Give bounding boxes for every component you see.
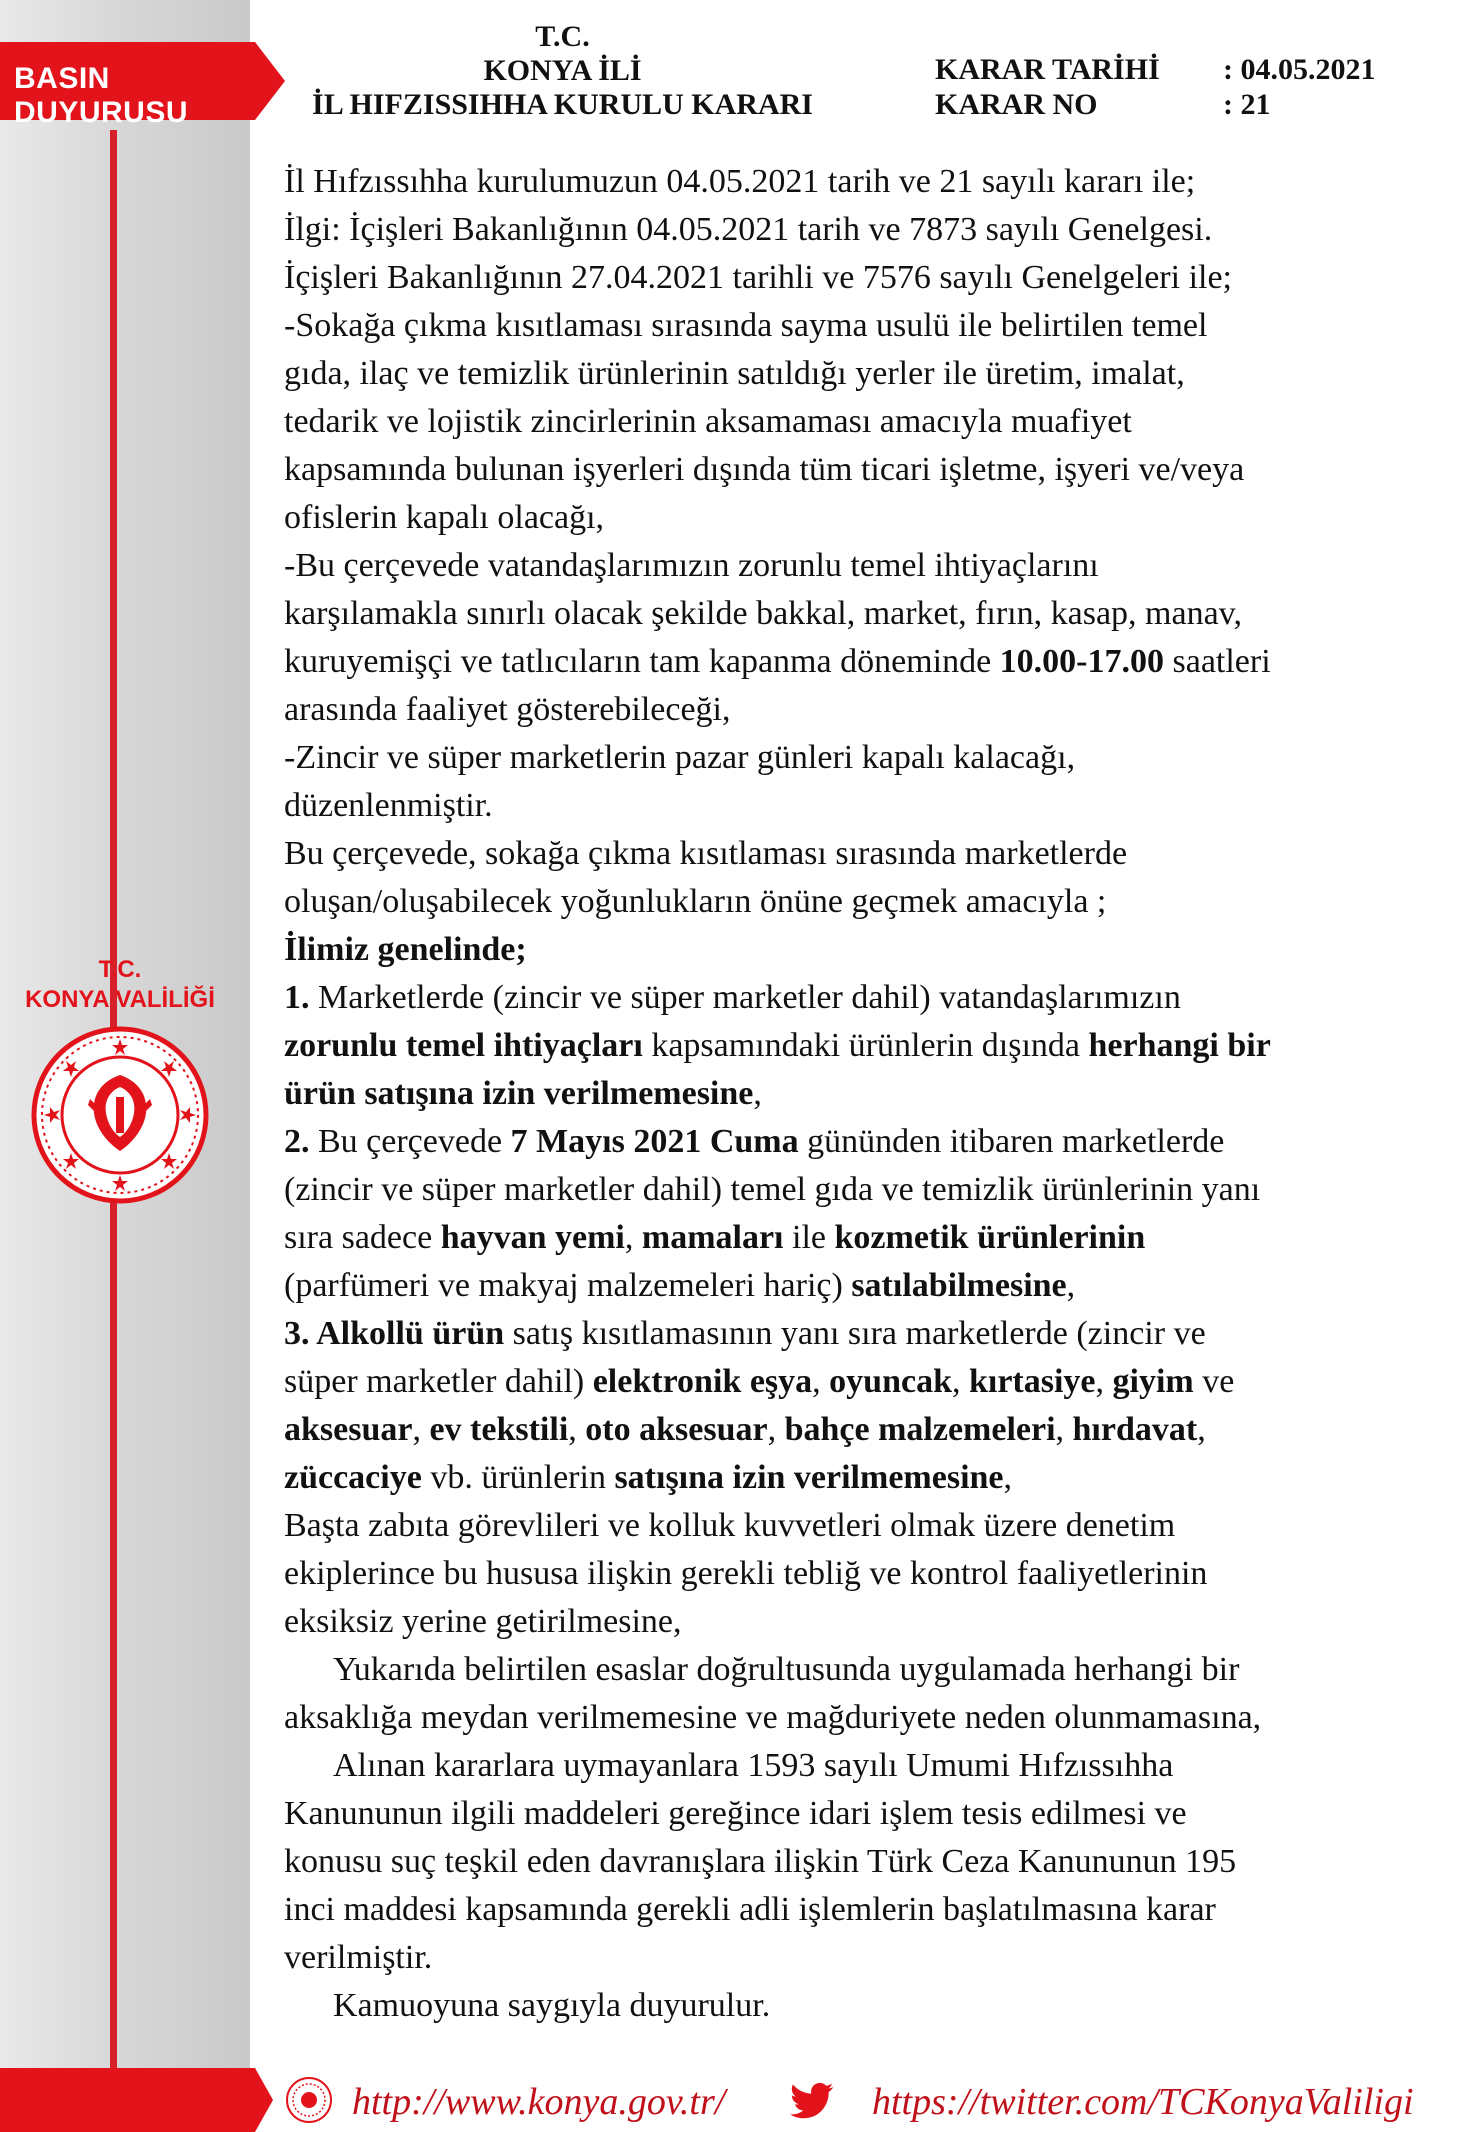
press-release-banner — [0, 42, 285, 129]
text: süper marketler dahil) — [284, 1363, 593, 1400]
emphasis: 3. Alkollü ürün — [284, 1315, 505, 1352]
body-line: Kamuoyuna saygıyla duyurulur. — [333, 1987, 771, 2024]
governorship-line-1: T.C. — [98, 956, 142, 983]
website-link[interactable]: http://www.konya.gov.tr/ — [352, 2081, 726, 2123]
text: gününden itibaren marketlerde — [798, 1123, 1225, 1160]
header-line-3: İL HIFZISSIHHA KURULU KARARI — [312, 88, 813, 121]
text: sıra sadece — [284, 1219, 441, 1256]
decision-date-value: : 04.05.2021 — [1223, 53, 1376, 86]
body-line: oluşan/oluşabilecek yoğunlukların önüne geçmek amacıyla ; — [284, 883, 1107, 920]
body-line: Alınan kararlara uymayanlara 1593 sayılı Umumi Hıfzıssıhha — [333, 1747, 1174, 1784]
twitter-link[interactable]: https://twitter.com/TCKonyaValiligi — [872, 2081, 1414, 2123]
emphasis: herhangi bir — [1088, 1027, 1271, 1064]
item-number: 1. — [284, 979, 310, 1016]
decision-date-row — [935, 52, 1376, 87]
body-line: ofislerin kapalı olacağı, — [284, 499, 605, 536]
body-line: Kanununun ilgili maddeleri gereğince idari işlem tesis edilmesi ve — [284, 1795, 1187, 1832]
text: , — [624, 1219, 642, 1256]
body-line: Başta zabıta görevlileri ve kolluk kuvvetleri olmak üzere denetim — [284, 1507, 1176, 1544]
hours-emphasis: 10.00-17.00 — [999, 643, 1164, 680]
body-line — [284, 1022, 1454, 1070]
emphasis: hırdavat — [1072, 1411, 1198, 1448]
text: , — [951, 1363, 969, 1400]
footer-red-arrow — [255, 2068, 273, 2132]
decision-body — [284, 158, 1454, 2030]
emphasis: oto aksesuar — [585, 1411, 768, 1448]
text: , — [812, 1363, 830, 1400]
text: , — [1095, 1363, 1113, 1400]
emphasis: zorunlu temel ihtiyaçları — [284, 1027, 643, 1064]
banner-label: BASIN DUYURUSU — [14, 62, 189, 129]
body-line — [284, 974, 1454, 1022]
emphasis: kırtasiye — [968, 1363, 1096, 1400]
body-line — [284, 1406, 1454, 1454]
decision-meta — [935, 52, 1376, 122]
body-line: İlgi: İçişleri Bakanlığının 04.05.2021 tarih ve 7873 sayılı Genelgesi. — [284, 211, 1213, 248]
text: Marketlerde (zincir ve süper marketler dahil) vatandaşlarımızın — [309, 979, 1181, 1016]
body-line — [284, 1310, 1454, 1358]
body-line — [284, 1454, 1454, 1502]
seal-icon — [285, 2076, 333, 2124]
text: , — [412, 1411, 430, 1448]
body-line: Yukarıda belirtilen esaslar doğrultusunda uygulamada herhangi bir — [333, 1651, 1240, 1688]
emphasis: 7 Mayıs 2021 Cuma — [510, 1123, 799, 1160]
emphasis: züccaciye — [284, 1459, 422, 1496]
body-line: düzenlenmiştir. — [284, 787, 493, 824]
text: , — [753, 1075, 762, 1112]
body-line: -Sokağa çıkma kısıtlaması sırasında sayma usulü ile belirtilen temel — [284, 307, 1208, 344]
governorship-line-2: KONYA VALİLİĞİ — [25, 986, 215, 1013]
decision-no-row — [935, 87, 1376, 122]
body-line: -Zincir ve süper marketlerin pazar günleri kapalı kalacağı, — [284, 739, 1076, 776]
emphasis: kozmetik ürünlerinin — [834, 1219, 1146, 1256]
body-line: kapsamında bulunan işyerleri dışında tüm ticari işletme, işyeri ve/veya — [284, 451, 1245, 488]
body-line: inci maddesi kapsamında gerekli adli işlemlerin başlatılmasına karar — [284, 1891, 1216, 1928]
body-line: konusu suç teşkil eden davranışlara ilişkin Türk Ceza Kanununun 195 — [284, 1843, 1237, 1880]
footer — [0, 2068, 1475, 2132]
text: kapsamındaki ürünlerin dışında — [642, 1027, 1089, 1064]
text: , — [1055, 1411, 1073, 1448]
body-line: (zincir ve süper marketler dahil) temel gıda ve temizlik ürünlerinin yanı — [284, 1171, 1261, 1208]
item-number: 2. — [284, 1123, 310, 1160]
text: , — [1066, 1267, 1076, 1304]
body-line — [284, 1070, 1454, 1118]
text: Bu çerçevede — [309, 1123, 511, 1160]
body-line: arasında faaliyet gösterebileceği, — [284, 691, 731, 728]
text: , — [1003, 1459, 1013, 1496]
text: ve — [1193, 1363, 1235, 1400]
text: (parfümeri ve makyaj malzemeleri hariç) — [284, 1267, 852, 1304]
emphasis: satılabilmesine — [851, 1267, 1067, 1304]
decision-no-label: KARAR NO — [935, 88, 1098, 121]
text: ile — [783, 1219, 835, 1256]
body-line — [284, 1358, 1454, 1406]
header-line-1: T.C. — [535, 20, 590, 53]
body-line: aksaklığa meydan verilmemesine ve mağduriyete neden olunmamasına, — [284, 1699, 1262, 1736]
emphasis: bahçe malzemeleri — [784, 1411, 1056, 1448]
text: , — [1197, 1411, 1206, 1448]
text: , — [568, 1411, 586, 1448]
emphasis: ev tekstili — [429, 1411, 569, 1448]
body-line: İl Hıfzıssıhha kurulumuzun 04.05.2021 tarih ve 21 sayılı kararı ile; — [284, 163, 1196, 200]
body-line: eksiksiz yerine getirilmesine, — [284, 1603, 682, 1640]
body-line: karşılamakla sınırlı olacak şekilde bakkal, market, fırın, kasap, manav, — [284, 595, 1242, 632]
body-line: Bu çerçevede, sokağa çıkma kısıtlaması sırasında marketlerde — [284, 835, 1128, 872]
header-title — [290, 20, 835, 122]
text: saatleri — [1164, 643, 1271, 680]
body-line: tedarik ve lojistik zincirlerinin aksamaması amacıyla muafiyet — [284, 403, 1132, 440]
governorship-seal-icon — [30, 1025, 210, 1205]
text: satış kısıtlamasının yanı sıra marketlerde (zincir ve — [504, 1315, 1206, 1352]
emphasis: aksesuar — [284, 1411, 413, 1448]
emphasis: mamaları — [641, 1219, 784, 1256]
body-line: ekiplerince bu hususa ilişkin gerekli tebliğ ve kontrol faaliyetlerinin — [284, 1555, 1208, 1592]
footer-red-bar — [0, 2068, 255, 2132]
text: kuruyemişçi ve tatlıcıların tam kapanma döneminde — [284, 643, 1000, 680]
text: vb. ürünlerin — [421, 1459, 615, 1496]
body-line: İçişleri Bakanlığının 27.04.2021 tarihli ve 7576 sayılı Genelgeleri ile; — [284, 259, 1232, 296]
emphasis: ürün satışına izin verilmemesine — [284, 1075, 754, 1112]
emphasis: oyuncak — [829, 1363, 952, 1400]
header-line-2: KONYA İLİ — [483, 54, 642, 87]
emphasis: giyim — [1112, 1363, 1194, 1400]
body-line — [284, 638, 1454, 686]
body-line: verilmiştir. — [284, 1939, 433, 1976]
emphasis: elektronik eşya — [592, 1363, 813, 1400]
emphasis: satışına izin verilmemesine — [614, 1459, 1004, 1496]
emphasis: hayvan yemi — [440, 1219, 625, 1256]
body-line — [284, 1118, 1454, 1166]
body-line — [284, 1262, 1454, 1310]
body-line: -Bu çerçevede vatandaşlarımızın zorunlu temel ihtiyaçlarını — [284, 547, 1099, 584]
decision-no-value: : 21 — [1223, 88, 1271, 121]
text: , — [767, 1411, 785, 1448]
body-line — [284, 1214, 1454, 1262]
governorship-label — [10, 955, 230, 1015]
body-line: gıda, ilaç ve temizlik ürünlerinin satıldığı yerler ile üretim, imalat, — [284, 355, 1185, 392]
decision-date-label: KARAR TARİHİ — [935, 53, 1160, 86]
twitter-bird-icon[interactable] — [790, 2082, 834, 2120]
section-heading-text: İlimiz genelinde; — [284, 931, 527, 968]
section-heading — [284, 926, 1454, 974]
